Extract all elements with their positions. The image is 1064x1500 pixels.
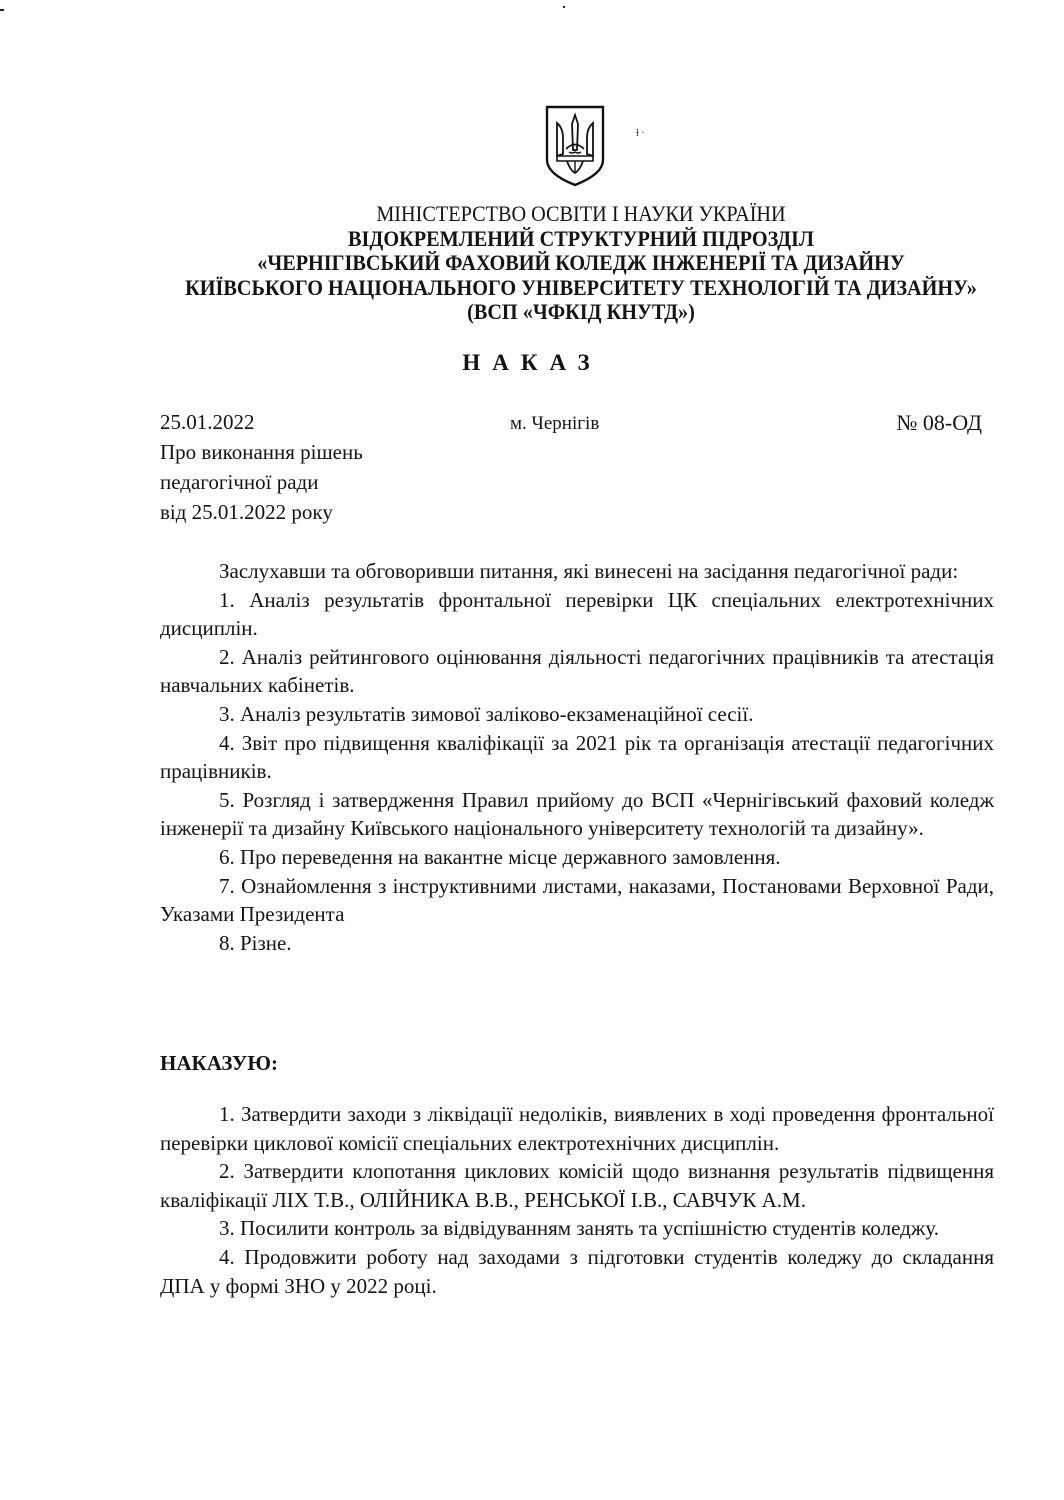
- college-abbreviation: (ВСП «ЧФКІД КНУТД»): [467, 299, 695, 324]
- agenda-item: 6. Про переведення на вакантне місце державного замовлення.: [219, 844, 781, 869]
- order-item: 1. Затвердити заходи з ліквідації недоліків, виявлених в ході проведення фронтальної перевірки циклової комісії спеціальних електротехнічних дисциплін.: [160, 1102, 994, 1155]
- document-title: НАКАЗ: [462, 350, 602, 375]
- agenda-item: 2. Аналіз рейтингового оцінювання діяльності педагогічних працівників та атестація навчальних кабінетів.: [160, 644, 994, 698]
- subject-line: педагогічної ради: [160, 470, 319, 494]
- college-name-line1: «ЧЕРНІГІВСЬКИЙ ФАХОВИЙ КОЛЕДЖ ІНЖЕНЕРІЇ ТА ДИЗАЙНУ: [257, 250, 905, 275]
- order-item: 4. Продовжити роботу над заходами з підготовки студентів коледжу до складання ДПА у формі ЗНО у 2022 році.: [160, 1244, 994, 1298]
- orders-section: [160, 1100, 994, 1300]
- subject-line: Про виконання рішень: [160, 440, 363, 464]
- agenda-item: 3. Аналіз результатів зимової заліково-екзаменаційної сесії.: [219, 701, 754, 726]
- document-city: м. Чернігів: [510, 413, 600, 434]
- agenda-item: 4. Звіт про підвищення кваліфікації за 2021 рік та організація атестації педагогічних працівників.: [160, 730, 994, 784]
- order-heading: НАКАЗУЮ:: [160, 1051, 278, 1075]
- order-item: 2. Затвердити клопотання циклових комісій щодо визнання результатів підвищення кваліфікації ЛІХ Т.В., ОЛІЙНИКА В.В., РЕНСЬКОЇ І.В., САВЧУК А.М.: [160, 1159, 994, 1212]
- ministry-name: МІНІСТЕРСТВО ОСВІТИ І НАУКИ УКРАЇНИ: [376, 201, 786, 226]
- document-number: № 08-ОД: [896, 410, 982, 435]
- agenda-item: 7. Ознайомлення з інструктивними листами, наказами, Постановами Верховної Ради, Указами Президента: [160, 873, 994, 927]
- agenda-item: 8. Різне.: [219, 930, 292, 955]
- agenda-item: 5. Розгляд і затвердження Правил прийому до ВСП «Чернігівський фаховий коледж інженерії та дизайну Київського національного університету технологій та дизайну».: [160, 787, 994, 841]
- college-name-line2: КИЇВСЬКОГО НАЦІОНАЛЬНОГО УНІВЕРСИТЕТУ ТЕХНОЛОГІЙ ТА ДИЗАЙНУ»: [185, 274, 977, 300]
- unit-name: ВІДОКРЕМЛЕНИЙ СТРУКТУРНИЙ ПІДРОЗДІЛ: [348, 225, 814, 251]
- document-date: 25.01.2022: [160, 410, 255, 434]
- institution-header: [184, 202, 977, 325]
- scan-artifact-mark: ɫ ·: [636, 128, 645, 139]
- subject-line: від 25.01.2022 року: [160, 500, 333, 524]
- order-item: 3. Посилити контроль за відвідуванням занять та успішністю студентів коледжу.: [219, 1216, 939, 1241]
- trident-coat-of-arms-icon: [544, 104, 606, 188]
- scan-artifact: [0, 9, 4, 11]
- document-meta: [160, 410, 1000, 440]
- scan-artifact: [563, 6, 565, 8]
- agenda-item: 1. Аналіз результатів фронтальної перевірки ЦК спеціальних електротехнічних дисциплін.: [160, 587, 994, 641]
- agenda-section: [160, 557, 994, 957]
- agenda-lead: Заслухавши та обговоривши питання, які винесені на засідання педагогічної ради:: [219, 559, 959, 583]
- document-subject: [160, 437, 363, 527]
